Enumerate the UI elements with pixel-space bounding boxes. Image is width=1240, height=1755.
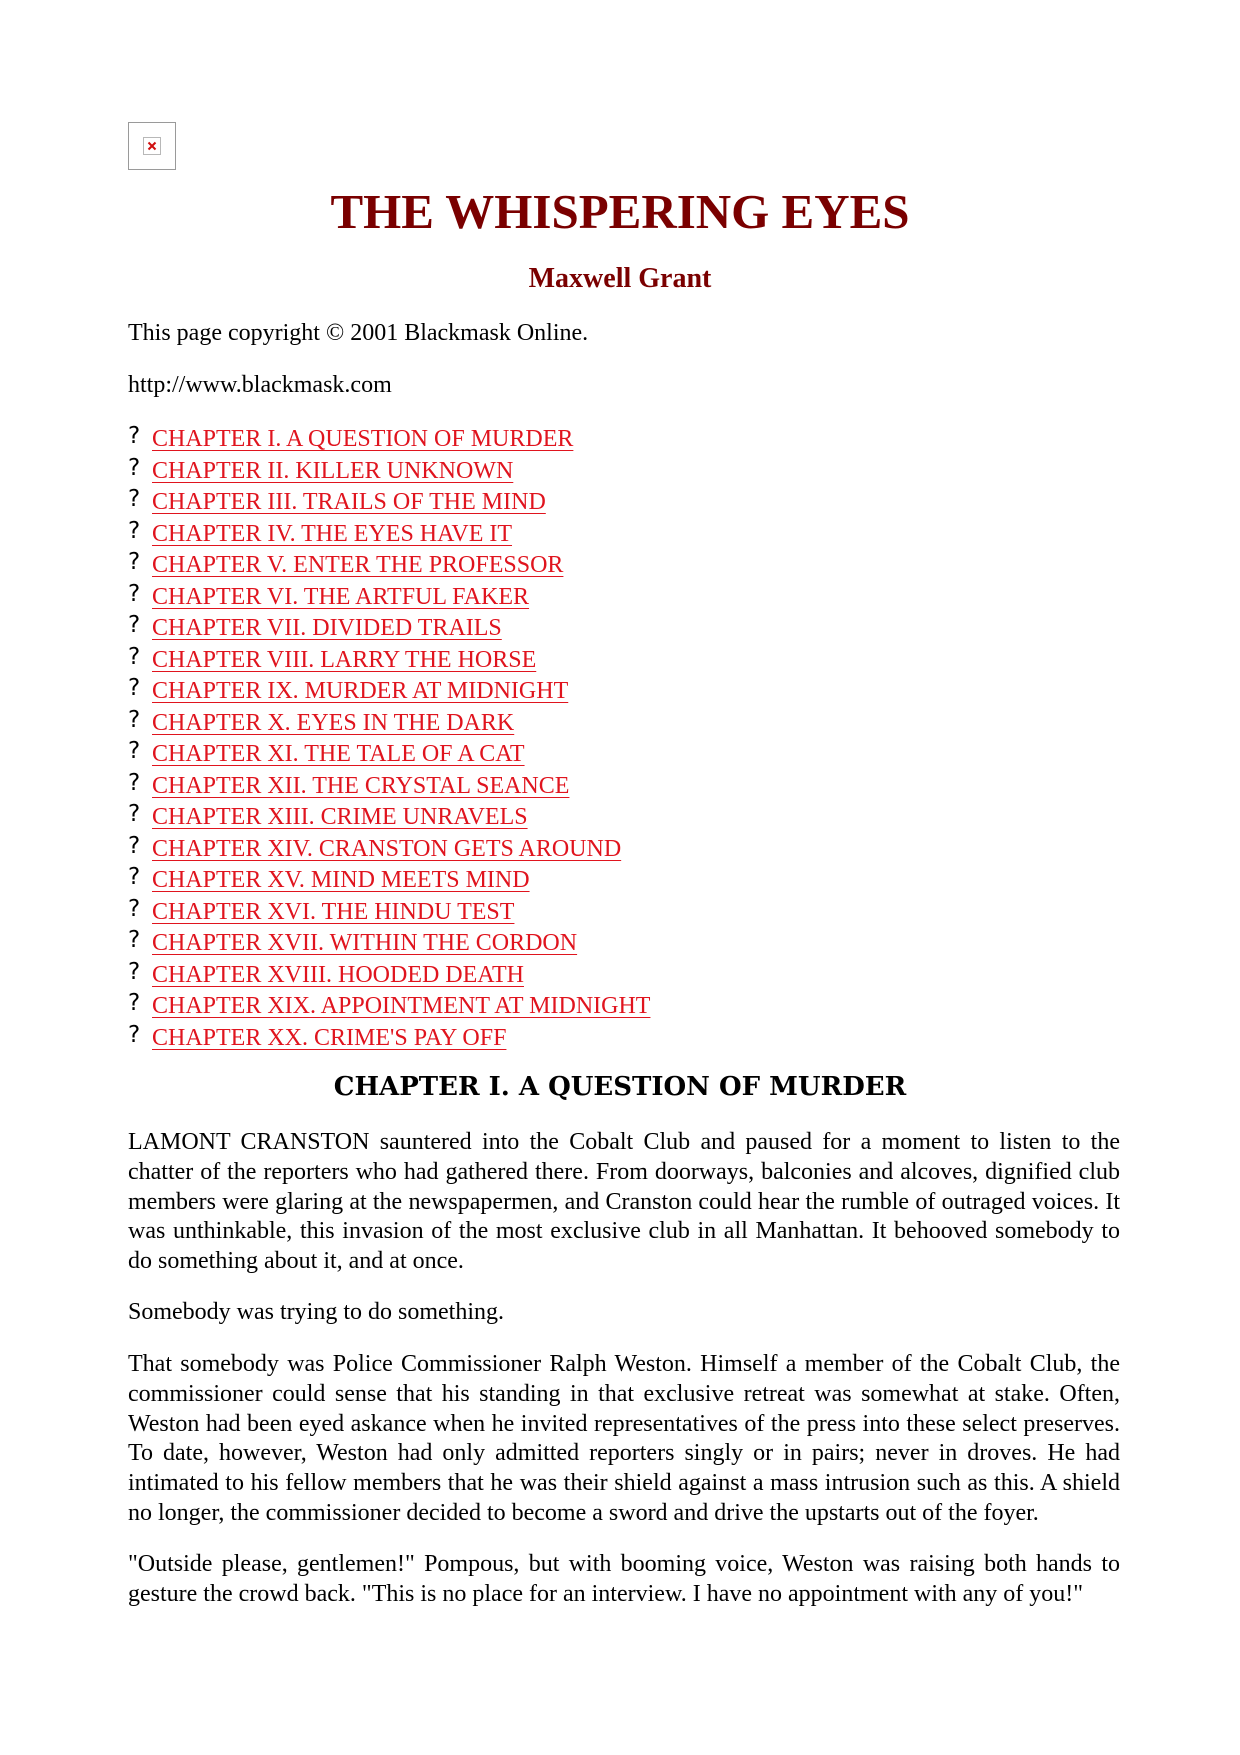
toc-bullet: ? bbox=[128, 517, 141, 544]
toc-link-chapter-18[interactable]: CHAPTER XVIII. HOODED DEATH bbox=[152, 961, 524, 988]
toc-item bbox=[128, 550, 650, 582]
body-paragraph: LAMONT CRANSTON sauntered into the Cobalt Club and paused for a moment to listen to the chatter of the reporters who had gathered there. From doorways, balconies and alcoves, dignified club members were glaring at the newspapermen, and Cranston could hear the rumble of outraged voices. It was unthinkable, this invasion of the most exclusive club in all Manhattan. It behooved somebody to do something about it, and at once. bbox=[128, 1129, 1120, 1275]
toc-bullet: ? bbox=[128, 1021, 141, 1048]
toc-bullet: ? bbox=[128, 643, 141, 670]
toc-item bbox=[128, 928, 650, 960]
toc-link-chapter-1[interactable]: CHAPTER I. A QUESTION OF MURDER bbox=[152, 426, 574, 452]
toc-link-chapter-13[interactable]: CHAPTER XIII. CRIME UNRAVELS bbox=[152, 804, 528, 830]
toc-item bbox=[128, 582, 650, 614]
toc-item bbox=[128, 424, 650, 456]
toc-item bbox=[128, 519, 650, 551]
toc-link-chapter-6[interactable]: CHAPTER VI. THE ARTFUL FAKER bbox=[152, 583, 530, 610]
toc-item bbox=[128, 771, 650, 803]
toc-bullet: ? bbox=[128, 675, 141, 701]
toc-link-chapter-19[interactable]: CHAPTER XIX. APPOINTMENT AT MIDNIGHT bbox=[152, 993, 651, 1019]
toc-link-chapter-9[interactable]: CHAPTER IX. MURDER AT MIDNIGHT bbox=[152, 678, 569, 704]
toc-item bbox=[128, 676, 650, 708]
toc-bullet: ? bbox=[128, 832, 141, 859]
toc-bullet: ? bbox=[128, 706, 141, 733]
chapter-heading: CHAPTER I. A QUESTION OF MURDER bbox=[333, 1072, 907, 1102]
toc-bullet: ? bbox=[128, 738, 141, 764]
toc-bullet: ? bbox=[128, 990, 141, 1016]
toc-link-chapter-17[interactable]: CHAPTER XVII. WITHIN THE CORDON bbox=[152, 930, 578, 956]
table-of-contents bbox=[128, 424, 650, 1054]
toc-link-chapter-16[interactable]: CHAPTER XVI. THE HINDU TEST bbox=[152, 898, 515, 925]
toc-link-chapter-12[interactable]: CHAPTER XII. THE CRYSTAL SEANCE bbox=[152, 772, 570, 799]
toc-item bbox=[128, 708, 650, 740]
toc-bullet: ? bbox=[128, 486, 141, 512]
toc-item bbox=[128, 834, 650, 866]
toc-bullet: ? bbox=[128, 864, 141, 890]
toc-bullet: ? bbox=[128, 423, 141, 449]
toc-item bbox=[128, 802, 650, 834]
broken-image-icon bbox=[128, 122, 176, 170]
broken-image-inner-frame bbox=[143, 137, 161, 155]
toc-link-chapter-11[interactable]: CHAPTER XI. THE TALE OF A CAT bbox=[152, 741, 525, 767]
toc-item bbox=[128, 960, 650, 992]
body-paragraph: Somebody was trying to do something. bbox=[128, 1299, 504, 1325]
toc-bullet: ? bbox=[128, 895, 141, 922]
toc-bullet: ? bbox=[128, 454, 141, 481]
source-url: http://www.blackmask.com bbox=[128, 372, 392, 398]
toc-link-chapter-4[interactable]: CHAPTER IV. THE EYES HAVE IT bbox=[152, 520, 513, 547]
toc-bullet: ? bbox=[128, 958, 141, 985]
toc-item bbox=[128, 897, 650, 929]
toc-link-chapter-8[interactable]: CHAPTER VIII. LARRY THE HORSE bbox=[152, 646, 537, 673]
toc-item bbox=[128, 613, 650, 645]
book-author: Maxwell Grant bbox=[528, 263, 712, 294]
toc-item bbox=[128, 487, 650, 519]
toc-item bbox=[128, 1023, 650, 1055]
toc-link-chapter-3[interactable]: CHAPTER III. TRAILS OF THE MIND bbox=[152, 489, 546, 515]
toc-bullet: ? bbox=[128, 612, 141, 638]
toc-link-chapter-10[interactable]: CHAPTER X. EYES IN THE DARK bbox=[152, 709, 515, 736]
toc-link-chapter-14[interactable]: CHAPTER XIV. CRANSTON GETS AROUND bbox=[152, 835, 622, 862]
toc-item bbox=[128, 739, 650, 771]
toc-bullet: ? bbox=[128, 801, 141, 827]
toc-link-chapter-20[interactable]: CHAPTER XX. CRIME'S PAY OFF bbox=[152, 1024, 507, 1051]
toc-link-chapter-2[interactable]: CHAPTER II. KILLER UNKNOWN bbox=[152, 457, 514, 484]
book-title: THE WHISPERING EYES bbox=[330, 184, 910, 239]
toc-item bbox=[128, 645, 650, 677]
toc-bullet: ? bbox=[128, 769, 141, 796]
toc-bullet: ? bbox=[128, 927, 141, 953]
toc-bullet: ? bbox=[128, 580, 141, 607]
body-paragraph: That somebody was Police Commissioner Ralph Weston. Himself a member of the Cobalt Club, the commissioner could sense that his standing in that exclusive retreat was somewhat at stake. Often, Weston had been eyed askance when he invited representatives of the press into these select preserves. To date, however, Weston had only admitted reporters singly or in pairs; never in droves. He had intimated to his fellow members that he was their shield against a mass intrusion such as this. A shield no longer, the commissioner decided to become a sword and drive the upstarts out of the foyer. bbox=[128, 1351, 1120, 1526]
close-x-icon bbox=[147, 141, 157, 151]
toc-item bbox=[128, 991, 650, 1023]
toc-item bbox=[128, 456, 650, 488]
body-paragraph: "Outside please, gentlemen!" Pompous, but with booming voice, Weston was raising both hands to gesture the crowd back. "This is no place for an interview. I have no appointment with any of you!" bbox=[128, 1551, 1120, 1607]
toc-link-chapter-7[interactable]: CHAPTER VII. DIVIDED TRAILS bbox=[152, 615, 502, 641]
toc-link-chapter-15[interactable]: CHAPTER XV. MIND MEETS MIND bbox=[152, 867, 530, 893]
toc-bullet: ? bbox=[128, 549, 141, 575]
copyright-notice: This page copyright © 2001 Blackmask Online. bbox=[128, 320, 589, 346]
toc-item bbox=[128, 865, 650, 897]
toc-link-chapter-5[interactable]: CHAPTER V. ENTER THE PROFESSOR bbox=[152, 552, 564, 578]
